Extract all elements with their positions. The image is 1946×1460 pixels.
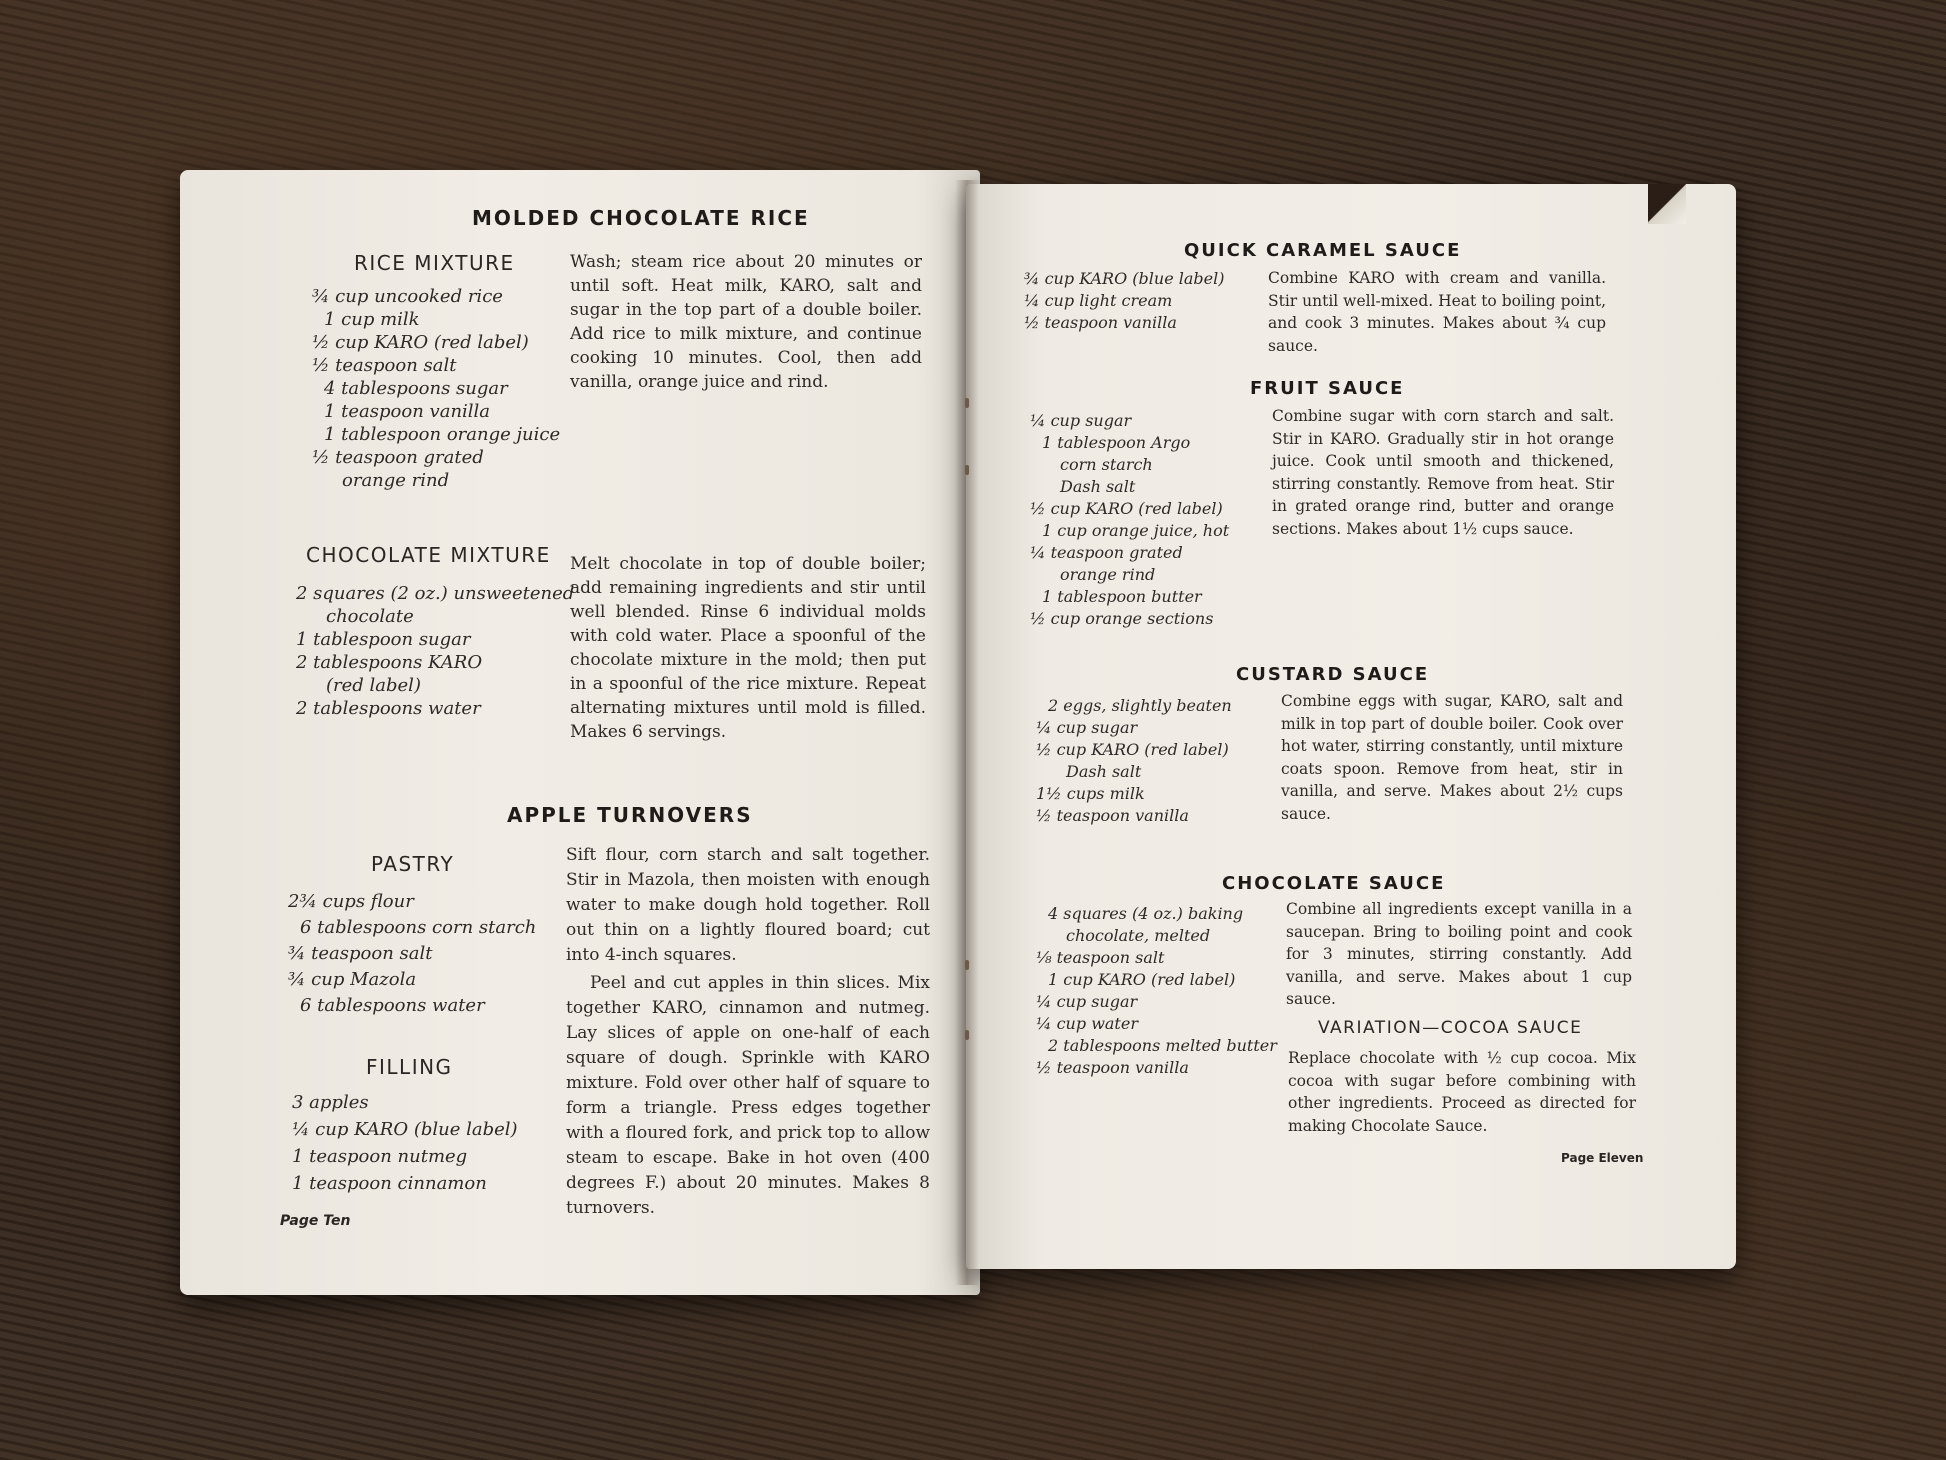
directions-paragraph: Melt chocolate in top of double boiler; add remaining ingredients and stir until well blended. Rinse 6 individual molds with cold water. Place a spoonful of the chocolate mixture in the mold; then put in a spoonful of the rice mixture. Repeat alternating mixtures until mold is filled. Makes 6 servings. — [570, 554, 926, 742]
ingredient-item: ⅛ teaspoon salt — [1036, 948, 1165, 967]
ingredient-list-rice-mixture — [312, 285, 560, 492]
ingredient-list-chocolate-mixture — [296, 582, 574, 720]
directions-fruit-sauce — [1272, 405, 1614, 540]
section-heading-pastry: PASTRY — [371, 852, 455, 876]
ingredient-item: ¾ cup KARO (blue label) — [1024, 269, 1225, 288]
directions-paragraph: Combine sugar with corn starch and salt. Stir in KARO. Gradually stir in hot orange juice. Cook until smooth and thickened, stirring constantly. Remove from heat. Stir in grated orange rind, butter and orange sections. Makes about 1½ cups sauce. — [1272, 407, 1614, 538]
ingredient-item: 2 tablespoons melted butter — [1048, 1036, 1277, 1055]
staple — [965, 960, 969, 970]
ingredient-item: ¾ cup Mazola — [288, 969, 417, 990]
ingredient-item: ¼ cup sugar — [1030, 411, 1132, 430]
directions-rice-mixture — [570, 250, 922, 394]
ingredient-item: 1 tablespoon Argo — [1042, 433, 1191, 452]
section-heading-rice-mixture: RICE MIXTURE — [354, 251, 515, 275]
ingredient-item: 6 tablespoons corn starch — [300, 917, 537, 938]
ingredient-item: ¼ cup KARO (blue label) — [292, 1119, 518, 1140]
ingredient-item: ¼ cup sugar — [1036, 992, 1138, 1011]
ingredient-item: (red label) — [326, 675, 421, 696]
ingredient-item: ¾ cup uncooked rice — [312, 286, 503, 307]
ingredient-item: 1 teaspoon vanilla — [324, 401, 491, 422]
ingredient-item: 1 tablespoon butter — [1042, 587, 1202, 606]
ingredient-item: chocolate — [326, 606, 414, 627]
directions-paragraph: Wash; steam rice about 20 minutes or until soft. Heat milk, KARO, salt and sugar in the top part of a double boiler. Add rice to milk mixture, and continue cooking 10 minutes. Cool, then add vanilla, orange juice and rind. — [570, 252, 922, 392]
directions-paragraph: Peel and cut apples in thin slices. Mix together KARO, cinnamon and nutmeg. Lay slices of apple on one-half of each square of dough. Sprinkle with KARO mixture. Fold over other half of square to form a triangle. Press edges together with a floured fork, and prick top to allow steam to escape. Bake in hot oven (400 degrees F.) about 20 minutes. Makes 8 turnovers. — [566, 973, 930, 1218]
book-gutter — [955, 180, 979, 1285]
ingredient-item: 1 tablespoon sugar — [296, 629, 471, 650]
recipe-title-apple-turnovers: APPLE TURNOVERS — [507, 803, 753, 827]
ingredient-item: ¾ teaspoon salt — [288, 943, 433, 964]
ingredient-item: 2 squares (2 oz.) unsweetened — [296, 583, 575, 604]
ingredient-item: orange rind — [342, 470, 450, 491]
section-heading-chocolate-mixture: CHOCOLATE MIXTURE — [306, 543, 551, 567]
ingredient-item: 1 cup milk — [324, 309, 420, 330]
directions-paragraph: Replace chocolate with ½ cup cocoa. Mix cocoa with sugar before combining with other ingredients. Proceed as directed for making Chocolate Sauce. — [1288, 1049, 1636, 1135]
directions-quick-caramel — [1268, 267, 1606, 357]
ingredient-item: ½ cup KARO (red label) — [1036, 740, 1229, 759]
directions-apple-turnovers — [566, 843, 930, 1221]
ingredient-item: 3 apples — [292, 1092, 369, 1113]
ingredient-item: corn starch — [1060, 455, 1153, 474]
ingredient-item: ½ teaspoon grated — [312, 447, 484, 468]
ingredient-item: ½ teaspoon vanilla — [1036, 1058, 1189, 1077]
ingredient-item: Dash salt — [1066, 762, 1142, 781]
ingredient-item: ½ cup KARO (red label) — [1030, 499, 1223, 518]
recipe-title-chocolate-sauce: CHOCOLATE SAUCE — [1222, 873, 1446, 894]
ingredient-item: Dash salt — [1060, 477, 1136, 496]
ingredient-list-chocolate-sauce — [1036, 903, 1277, 1079]
ingredient-item: 1 tablespoon orange juice — [324, 424, 561, 445]
ingredient-item: ¼ teaspoon grated — [1030, 543, 1183, 562]
ingredient-item: 2 tablespoons water — [296, 698, 481, 719]
ingredient-item: 1 cup orange juice, hot — [1042, 521, 1230, 540]
ingredient-item: ½ teaspoon vanilla — [1036, 806, 1189, 825]
ingredient-item: 4 tablespoons sugar — [324, 378, 508, 399]
section-heading-variation-cocoa-sauce: VARIATION—COCOA SAUCE — [1318, 1018, 1583, 1038]
ingredient-item: 2¾ cups flour — [288, 891, 414, 912]
section-heading-filling: FILLING — [366, 1055, 453, 1079]
ingredient-item: 4 squares (4 oz.) baking — [1048, 904, 1244, 923]
recipe-title-fruit-sauce: FRUIT SAUCE — [1250, 378, 1405, 399]
directions-paragraph: Combine all ingredients except vanilla in a saucepan. Bring to boiling point and cook for 3 minutes, stirring constantly. Add vanilla, and serve. Makes about 1 cup sauce. — [1286, 900, 1632, 1008]
ingredient-item: 6 tablespoons water — [300, 995, 485, 1016]
ingredient-list-fruit-sauce — [1030, 410, 1229, 630]
ingredient-item: ½ cup orange sections — [1030, 609, 1214, 628]
directions-chocolate-sauce — [1286, 898, 1632, 1011]
ingredient-list-quick-caramel — [1024, 268, 1224, 334]
staple — [965, 1030, 969, 1040]
staple — [965, 398, 969, 408]
directions-cocoa-variation — [1288, 1047, 1636, 1137]
ingredient-item: orange rind — [1060, 565, 1156, 584]
ingredient-item: 1½ cups milk — [1036, 784, 1145, 803]
ingredient-item: chocolate, melted — [1066, 926, 1211, 945]
ingredient-item: ¼ cup light cream — [1024, 291, 1173, 310]
ingredient-list-custard-sauce — [1036, 695, 1232, 827]
ingredient-item: ½ cup KARO (red label) — [312, 332, 529, 353]
recipe-title-custard-sauce: CUSTARD SAUCE — [1236, 664, 1430, 685]
ingredient-item: 2 eggs, slightly beaten — [1048, 696, 1232, 715]
ingredient-item: ¼ cup sugar — [1036, 718, 1138, 737]
directions-paragraph: Combine KARO with cream and vanilla. Stir until well-mixed. Heat to boiling point, and cook 3 minutes. Makes about ¾ cup sauce. — [1268, 269, 1606, 355]
ingredient-item: 2 tablespoons KARO — [296, 652, 483, 673]
ingredient-item: ½ teaspoon salt — [312, 355, 457, 376]
folded-corner — [1648, 184, 1686, 224]
ingredient-item: 1 cup KARO (red label) — [1048, 970, 1236, 989]
ingredient-list-filling — [292, 1089, 518, 1197]
ingredient-item: ½ teaspoon vanilla — [1024, 313, 1177, 332]
directions-chocolate-mixture — [570, 552, 926, 744]
recipe-title-quick-caramel-sauce: QUICK CARAMEL SAUCE — [1184, 240, 1462, 261]
directions-paragraph: Sift flour, corn starch and salt together. Stir in Mazola, then moisten with enough water to make dough hold together. Roll out thin on a lightly floured board; cut into 4-inch squares. — [566, 845, 930, 965]
staple — [965, 465, 969, 475]
page-number-left: Page Ten — [280, 1213, 351, 1229]
ingredient-item: 1 teaspoon cinnamon — [292, 1173, 487, 1194]
recipe-title-molded-chocolate-rice: MOLDED CHOCOLATE RICE — [472, 206, 810, 230]
ingredient-list-pastry — [288, 889, 536, 1019]
ingredient-item: 1 teaspoon nutmeg — [292, 1146, 468, 1167]
page-number-right: Page Eleven — [1561, 1151, 1644, 1165]
directions-custard-sauce — [1281, 690, 1623, 825]
directions-paragraph: Combine eggs with sugar, KARO, salt and milk in top part of double boiler. Cook over hot water, stirring constantly, until mixture coats spoon. Remove from heat, stir in vanilla, and serve. Makes about 2½ cups sauce. — [1281, 692, 1623, 823]
ingredient-item: ¼ cup water — [1036, 1014, 1138, 1033]
